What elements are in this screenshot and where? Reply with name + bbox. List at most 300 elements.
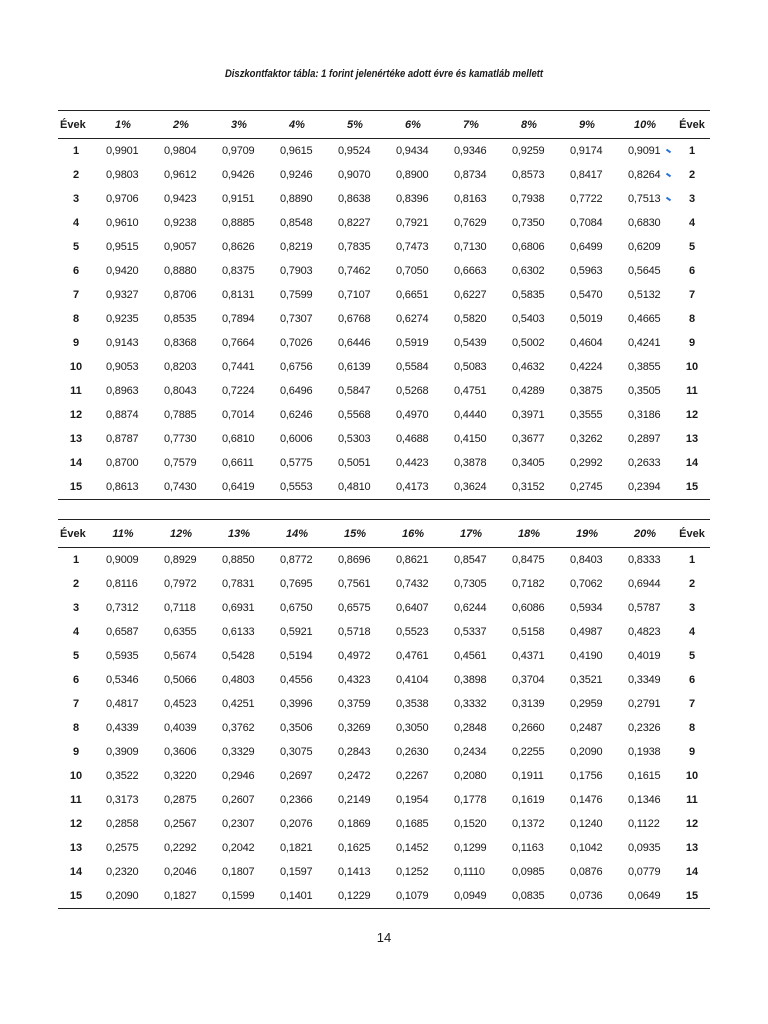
value-cell (268, 163, 326, 187)
value-text: 0,2076 (280, 818, 313, 830)
value-text: 0,8368 (164, 337, 197, 349)
value-text: 0,2472 (338, 770, 371, 782)
value-text: 0,5194 (280, 650, 313, 662)
table-row (58, 644, 710, 668)
value-text: 0,4423 (396, 457, 429, 469)
value-cell (500, 668, 558, 692)
value-text: 0,1229 (338, 890, 371, 902)
value-cell (442, 716, 500, 740)
value-text: 0,3909 (106, 746, 139, 758)
value-text: 0,6302 (512, 265, 545, 277)
year-cell-right: 9 (688, 337, 696, 349)
year-cell: 4 (72, 626, 80, 638)
value-cell (500, 259, 558, 283)
value-text: 0,5002 (512, 337, 545, 349)
year-cell-right: 3 (688, 602, 696, 614)
value-cell (442, 259, 500, 283)
value-text: 0,7730 (164, 433, 197, 445)
value-cell (558, 668, 616, 692)
value-cell (384, 355, 442, 379)
value-cell (268, 860, 326, 884)
value-text: 0,1954 (396, 794, 429, 806)
value-cell (210, 860, 268, 884)
value-cell (152, 283, 210, 307)
year-cell: 12 (69, 409, 83, 421)
value-cell (500, 812, 558, 836)
value-text: 0,4632 (512, 361, 545, 373)
year-cell-right: 3 (688, 193, 696, 205)
value-cell (616, 403, 674, 427)
value-text: 0,3075 (280, 746, 313, 758)
value-cell (152, 187, 210, 211)
value-text: 0,8403 (570, 554, 603, 566)
value-text: 0,9423 (164, 193, 197, 205)
table-row (58, 572, 710, 596)
year-cell-right: 5 (688, 241, 696, 253)
value-text: 0,1122 (628, 818, 660, 830)
year-column-header-right: Évek (674, 111, 710, 139)
value-cell (210, 187, 268, 211)
table-row (58, 716, 710, 740)
value-cell (268, 716, 326, 740)
value-text: 0,1413 (338, 866, 371, 878)
value-cell (384, 716, 442, 740)
value-text: 0,3050 (396, 722, 429, 734)
year-cell-right: 6 (688, 265, 696, 277)
value-text: 0,7224 (222, 385, 255, 397)
value-text: 0,5847 (338, 385, 371, 397)
value-text: 0,9346 (454, 145, 487, 157)
value-cell (326, 716, 384, 740)
value-cell (442, 572, 500, 596)
value-cell (326, 331, 384, 355)
value-cell (500, 788, 558, 812)
value-cell (442, 379, 500, 403)
value-cell (326, 548, 384, 573)
value-text: 0,6419 (222, 481, 255, 493)
value-text: 0,9709 (222, 145, 255, 157)
value-text: 0,1476 (570, 794, 603, 806)
value-cell (210, 692, 268, 716)
rate-column-header: 2% (152, 111, 210, 139)
value-text: 0,7026 (280, 337, 313, 349)
year-cell: 11 (70, 385, 82, 397)
value-text: 0,6806 (512, 241, 545, 253)
value-text: 0,9053 (106, 361, 139, 373)
rate-column-header: 9% (558, 111, 616, 139)
value-text: 0,1163 (512, 842, 544, 854)
table-row (58, 740, 710, 764)
value-text: 0,4970 (396, 409, 429, 421)
value-text: 0,4371 (512, 650, 545, 662)
value-text: 0,2745 (570, 481, 603, 493)
value-text: 0,2858 (106, 818, 139, 830)
value-text: 0,7629 (454, 217, 487, 229)
value-cell (384, 235, 442, 259)
value-text: 0,7831 (222, 578, 255, 590)
value-text: 0,4289 (512, 385, 545, 397)
value-text: 0,3971 (512, 409, 545, 421)
value-text: 0,6810 (222, 433, 255, 445)
value-cell (268, 259, 326, 283)
value-cell (94, 812, 152, 836)
value-cell (384, 139, 442, 164)
table-row (58, 596, 710, 620)
value-cell (442, 836, 500, 860)
value-cell (326, 572, 384, 596)
value-cell (384, 163, 442, 187)
value-text: 0,5337 (454, 626, 487, 638)
value-text: 0,1520 (454, 818, 487, 830)
value-cell (152, 620, 210, 644)
value-text: 0,1372 (512, 818, 545, 830)
value-text: 0,2959 (570, 698, 603, 710)
value-text: 0,7084 (570, 217, 603, 229)
value-text: 0,9615 (280, 145, 313, 157)
value-cell (268, 379, 326, 403)
year-cell: 8 (72, 313, 80, 325)
value-cell (152, 548, 210, 573)
value-cell (152, 740, 210, 764)
rate-column-header: 15% (326, 520, 384, 548)
value-cell (94, 596, 152, 620)
value-cell (558, 692, 616, 716)
value-text: 0,5921 (280, 626, 313, 638)
value-cell (442, 596, 500, 620)
value-cell (210, 235, 268, 259)
value-cell (442, 668, 500, 692)
value-text: 0,2633 (628, 457, 661, 469)
table-row (58, 139, 710, 164)
value-text: 0,7432 (396, 578, 429, 590)
value-text: 0,1597 (280, 866, 313, 878)
pen-mark-icon (666, 173, 671, 178)
rate-column-header: 6% (384, 111, 442, 139)
value-text: 0,7695 (280, 578, 313, 590)
value-cell (326, 235, 384, 259)
value-text: 0,8573 (512, 169, 545, 181)
value-cell (326, 764, 384, 788)
value-text: 0,4803 (222, 674, 255, 686)
value-text: 0,5963 (570, 265, 603, 277)
value-text: 0,3624 (454, 481, 487, 493)
value-cell (616, 620, 674, 644)
year-column-header: Évek (58, 111, 94, 139)
value-cell (442, 475, 500, 500)
value-cell (152, 451, 210, 475)
value-cell (442, 548, 500, 573)
value-cell (210, 427, 268, 451)
year-cell-right: 6 (688, 674, 696, 686)
value-cell (326, 740, 384, 764)
value-text: 0,2434 (454, 746, 487, 758)
year-cell: 7 (72, 289, 80, 301)
value-text: 0,3875 (570, 385, 603, 397)
value-cell (210, 403, 268, 427)
value-cell (500, 764, 558, 788)
value-text: 0,2267 (396, 770, 429, 782)
value-cell (94, 764, 152, 788)
value-text: 0,8929 (164, 554, 197, 566)
table-row (58, 788, 710, 812)
rate-column-header: 8% (500, 111, 558, 139)
value-cell (384, 283, 442, 307)
value-text: 0,1685 (396, 818, 429, 830)
value-text: 0,7835 (338, 241, 371, 253)
value-cell (500, 596, 558, 620)
rate-column-header: 11% (94, 520, 152, 548)
value-cell (558, 355, 616, 379)
value-text: 0,9434 (396, 145, 429, 157)
year-cell: 5 (72, 650, 80, 662)
value-text: 0,3506 (280, 722, 313, 734)
value-cell (152, 716, 210, 740)
value-cell (442, 163, 500, 187)
value-cell (500, 307, 558, 331)
value-text: 0,4039 (164, 722, 197, 734)
value-text: 0,7972 (164, 578, 197, 590)
value-cell (268, 355, 326, 379)
value-text: 0,8227 (338, 217, 371, 229)
value-cell (268, 740, 326, 764)
value-text: 0,9804 (164, 145, 197, 157)
value-cell (210, 836, 268, 860)
value-text: 0,6244 (454, 602, 487, 614)
value-text: 0,4761 (396, 650, 429, 662)
value-text: 0,7938 (512, 193, 545, 205)
value-cell (94, 379, 152, 403)
value-cell (616, 379, 674, 403)
value-cell (500, 235, 558, 259)
value-text: 0,6756 (280, 361, 313, 373)
value-cell (442, 812, 500, 836)
value-cell (152, 211, 210, 235)
value-cell (558, 139, 616, 164)
value-text: 0,1827 (164, 890, 197, 902)
value-cell (326, 139, 384, 164)
value-text: 0,6663 (454, 265, 487, 277)
value-cell (94, 211, 152, 235)
value-cell (210, 211, 268, 235)
value-cell (210, 716, 268, 740)
value-cell (152, 596, 210, 620)
value-text: 0,6931 (222, 602, 255, 614)
value-text: 0,3855 (628, 361, 661, 373)
value-text: 0,6446 (338, 337, 371, 349)
value-cell (326, 451, 384, 475)
year-cell-right: 11 (686, 794, 698, 806)
value-cell (442, 764, 500, 788)
value-cell (268, 668, 326, 692)
value-cell (152, 331, 210, 355)
value-text: 0,2575 (106, 842, 139, 854)
value-text: 0,2630 (396, 746, 429, 758)
table-row (58, 163, 710, 187)
year-cell-right: 14 (685, 457, 699, 469)
table-row (58, 331, 710, 355)
value-cell (268, 884, 326, 909)
value-cell (152, 235, 210, 259)
value-cell (326, 427, 384, 451)
value-cell (326, 596, 384, 620)
value-text: 0,2149 (338, 794, 371, 806)
value-text: 0,6139 (338, 361, 371, 373)
value-cell (616, 788, 674, 812)
value-cell (384, 620, 442, 644)
year-cell-right: 7 (688, 698, 696, 710)
pen-mark-icon (666, 149, 671, 154)
value-cell (500, 716, 558, 740)
value-cell (442, 427, 500, 451)
rate-column-header: 3% (210, 111, 268, 139)
value-cell (558, 716, 616, 740)
value-text: 0,4665 (628, 313, 661, 325)
value-text: 0,7350 (512, 217, 545, 229)
value-cell (558, 788, 616, 812)
value-cell (268, 812, 326, 836)
value-text: 0,7579 (164, 457, 197, 469)
value-text: 0,5835 (512, 289, 545, 301)
value-text: 0,7722 (570, 193, 603, 205)
value-text: 0,8613 (106, 481, 139, 493)
value-cell (384, 860, 442, 884)
year-cell: 13 (69, 433, 83, 445)
value-cell (558, 403, 616, 427)
value-cell (94, 451, 152, 475)
value-text: 0,3878 (454, 457, 487, 469)
year-cell: 3 (72, 193, 80, 205)
year-cell: 8 (72, 722, 80, 734)
value-text: 0,4440 (454, 409, 487, 421)
value-text: 0,3606 (164, 746, 197, 758)
value-text: 0,2843 (338, 746, 371, 758)
value-text: 0,8475 (512, 554, 545, 566)
table-row (58, 620, 710, 644)
value-cell (442, 644, 500, 668)
value-cell (442, 692, 500, 716)
value-cell (94, 644, 152, 668)
value-text: 0,2255 (512, 746, 545, 758)
value-text: 0,9420 (106, 265, 139, 277)
table-header-row (58, 520, 710, 548)
value-text: 0,0649 (628, 890, 661, 902)
value-text: 0,1869 (338, 818, 371, 830)
value-cell (268, 764, 326, 788)
value-text: 0,1346 (628, 794, 661, 806)
value-cell (500, 451, 558, 475)
year-cell-right: 10 (685, 770, 699, 782)
year-cell-right: 8 (688, 722, 696, 734)
value-text: 0,8787 (106, 433, 139, 445)
value-text: 0,6651 (396, 289, 429, 301)
value-cell (326, 644, 384, 668)
value-text: 0,7050 (396, 265, 429, 277)
value-text: 0,7441 (222, 361, 255, 373)
rate-column-header: 10% (616, 111, 674, 139)
value-cell (384, 331, 442, 355)
value-text: 0,5645 (628, 265, 661, 277)
value-text: 0,5051 (338, 457, 371, 469)
value-cell (326, 668, 384, 692)
value-text: 0,5132 (628, 289, 661, 301)
value-text: 0,5019 (570, 313, 603, 325)
value-cell (152, 475, 210, 500)
value-cell (442, 788, 500, 812)
value-text: 0,9143 (106, 337, 139, 349)
value-text: 0,9610 (106, 217, 139, 229)
value-text: 0,8700 (106, 457, 139, 469)
value-text: 0,0736 (570, 890, 603, 902)
value-text: 0,9238 (164, 217, 197, 229)
value-text: 0,4241 (628, 337, 661, 349)
value-cell (268, 403, 326, 427)
value-text: 0,0985 (512, 866, 545, 878)
value-text: 0,6209 (628, 241, 661, 253)
value-cell (442, 451, 500, 475)
year-cell-right: 5 (688, 650, 696, 662)
value-cell (500, 163, 558, 187)
value-text: 0,5470 (570, 289, 603, 301)
value-text: 0,3349 (628, 674, 661, 686)
value-text: 0,5935 (106, 650, 139, 662)
value-text: 0,0779 (628, 866, 661, 878)
value-cell (384, 812, 442, 836)
value-cell (326, 884, 384, 909)
value-cell (616, 572, 674, 596)
value-text: 0,5674 (164, 650, 197, 662)
value-text: 0,7062 (570, 578, 603, 590)
value-text: 0,2042 (222, 842, 255, 854)
value-text: 0,5820 (454, 313, 487, 325)
value-cell (268, 427, 326, 451)
value-cell (152, 259, 210, 283)
rate-column-header: 5% (326, 111, 384, 139)
value-cell (326, 812, 384, 836)
value-text: 0,6133 (222, 626, 255, 638)
value-text: 0,2292 (164, 842, 197, 854)
value-cell (94, 548, 152, 573)
value-text: 0,7130 (454, 241, 487, 253)
page-title: Diszkontfaktor tábla: 1 forint jelenértéke adott évre és kamatláb mellett (224, 68, 544, 80)
value-cell (384, 451, 442, 475)
value-text: 0,9327 (106, 289, 139, 301)
value-cell (500, 211, 558, 235)
value-text: 0,6274 (396, 313, 429, 325)
value-cell (558, 235, 616, 259)
value-cell (558, 211, 616, 235)
value-cell (558, 860, 616, 884)
table-row (58, 379, 710, 403)
year-cell-right: 2 (688, 169, 696, 181)
value-text: 0,2090 (106, 890, 139, 902)
value-cell (152, 427, 210, 451)
value-cell (558, 812, 616, 836)
year-cell: 14 (69, 866, 83, 878)
value-cell (210, 475, 268, 500)
page-number: 14 (376, 930, 392, 945)
table-row (58, 836, 710, 860)
value-text: 0,1821 (280, 842, 313, 854)
value-text: 0,2326 (628, 722, 661, 734)
value-cell (94, 716, 152, 740)
value-cell (152, 403, 210, 427)
value-text: 0,9151 (222, 193, 255, 205)
value-text: 0,2567 (164, 818, 197, 830)
year-cell-right: 13 (685, 433, 699, 445)
value-text: 0,7182 (512, 578, 545, 590)
value-cell (326, 692, 384, 716)
value-text: 0,1911 (512, 770, 544, 782)
